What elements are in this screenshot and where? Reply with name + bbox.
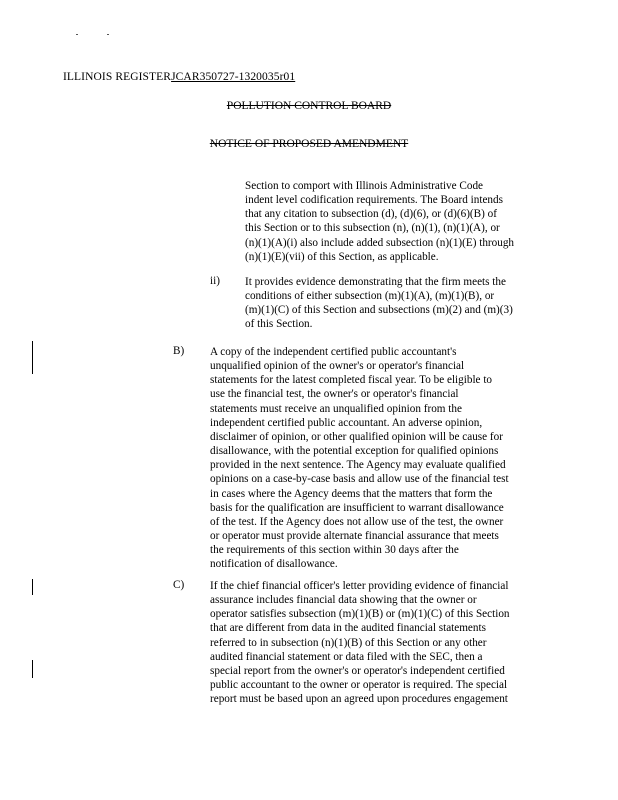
text-line: disclaimer of opinion, or other qualified opinion will be cause for (210, 430, 503, 443)
text-line: referred to in subsection (n)(1)(B) of this Section or any other (210, 636, 487, 649)
text-line: or operator must provide alternate financial assurance that meets (210, 530, 499, 543)
text-line: special report from the owner's or operator's independent certified (210, 664, 505, 677)
item-ii-label: ii) (210, 275, 220, 287)
board-heading: POLLUTION CONTROL BOARD (226, 100, 392, 112)
text-line: notification of disallowance. (210, 558, 338, 571)
text-line: in cases where the Agency deems that the matters that form the (210, 487, 493, 500)
register-header (63, 71, 295, 83)
notice-heading: NOTICE OF PROPOSED AMENDMENT (209, 138, 409, 150)
text-line: basis for the qualification are insufficient to warrant disallowance (210, 501, 504, 514)
text-line: Section to comport with Illinois Administrative Code (245, 180, 484, 192)
text-line: conditions of either subsection (m)(1)(A), (m)(1)(B), or (245, 290, 495, 303)
text-line: report must be based upon an agreed upon procedures engagement (210, 693, 508, 706)
text-line: A copy of the independent certified public accountant's (210, 346, 457, 358)
text-line: statements for the latest completed fiscal year. To be eligible to (210, 374, 493, 387)
item-c-paragraph (210, 579, 595, 706)
item-b-label: B) (173, 345, 185, 357)
text-line: independent certified public accountant. An adverse opinion, (210, 416, 483, 429)
revision-bar (32, 660, 33, 678)
revision-bar (32, 341, 33, 374)
text-line: public accountant to the owner or operator is required. The special (210, 679, 508, 692)
text-line: that any citation to subsection (d), (d)(6), or (d)(6)(B) of (245, 208, 497, 221)
register-title: ILLINOIS REGISTER (63, 71, 172, 83)
item-c-label: C) (173, 579, 185, 591)
text-line: (n)(1)(E)(vii) of this Section, as applicable. (245, 250, 439, 263)
text-line: unqualified opinion of the owner's or operator's financial (210, 360, 465, 373)
text-line: (m)(1)(C) of this Section and subsections (m)(2) and (m)(3) (245, 304, 513, 317)
intro-paragraph (245, 179, 590, 264)
text-line: that are different from data in the audited financial statements (210, 622, 486, 635)
text-line: the requirements of this section within 30 days after the (210, 544, 459, 557)
text-line: (n)(1)(A)(i) also include added subsection (n)(1)(E) through (245, 236, 515, 249)
text-line: of this Section. (245, 318, 313, 331)
text-line: indent level codification requirements. The Board intends (245, 194, 503, 207)
scan-speck (76, 34, 78, 35)
item-b-paragraph (210, 345, 595, 572)
scan-speck (107, 34, 109, 35)
text-line: It provides evidence demonstrating that the firm meets the (245, 276, 506, 288)
text-line: this Section or to this subsection (n), (n)(1), (n)(1)(A), or (245, 222, 500, 235)
text-line: statements must receive an unqualified opinion from the (210, 402, 462, 415)
text-line: operator satisfies subsection (m)(1)(B) or (m)(1)(C) of this Section (210, 608, 510, 621)
register-code: JCAR350727-1320035r01 (171, 71, 296, 83)
item-ii-paragraph (245, 275, 590, 332)
text-line: use the financial test, the owner's or operator's financial (210, 388, 459, 401)
text-line: provided in the next sentence. The Agency may evaluate qualified (210, 459, 506, 472)
text-line: disallowance, with the potential exception for qualified opinions (210, 445, 499, 458)
text-line: of the test. If the Agency does not allow use of the test, the owner (210, 515, 504, 528)
revision-bar (32, 579, 33, 595)
text-line: If the chief financial officer's letter providing evidence of financial (210, 580, 509, 592)
text-line: audited financial statement or data filed with the SEC, then a (210, 650, 483, 663)
text-line: assurance includes financial data showing that the owner or (210, 594, 477, 607)
text-line: opinions on a case-by-case basis and allow use of the financial test (210, 473, 509, 486)
